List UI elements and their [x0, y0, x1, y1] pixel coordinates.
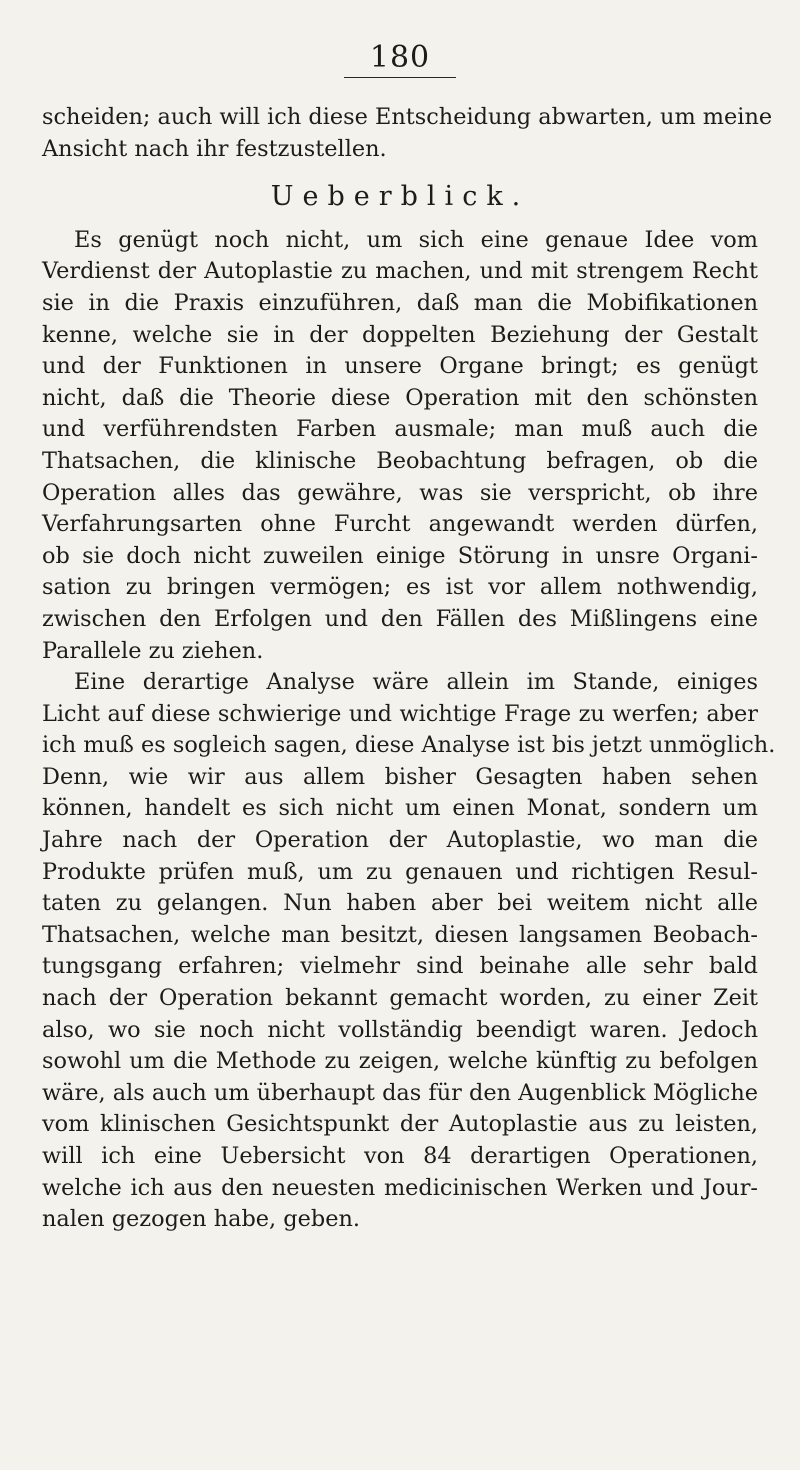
page-number: 180: [42, 40, 758, 78]
text-line: zwischen den Erfolgen und den Fällen des Mißlingens eine: [42, 605, 758, 632]
text-line: ob sie doch nicht zuweilen einige Störung in unsre Organi-: [42, 542, 758, 569]
text-line: vom klinischen Gesichtspunkt der Autoplastie aus zu leisten,: [42, 1111, 758, 1138]
text-line: nach der Operation bekannt gemacht worden, zu einer Zeit: [42, 985, 758, 1012]
section-heading: Ueberblick.: [270, 181, 530, 213]
text-line: Thatsachen, welche man besitzt, diesen langsamen Beobach-: [42, 921, 758, 948]
text-line: Denn, wie wir aus allem bisher Gesagten haben sehen: [42, 763, 758, 790]
text-line: taten zu gelangen. Nun haben aber bei weitem nicht alle: [42, 890, 758, 917]
text-line: sie in die Praxis einzuführen, daß man die Mobifikationen: [42, 289, 758, 316]
text-line: kenne, welche sie in der doppelten Beziehung der Gestalt: [42, 321, 758, 348]
body-text: [42, 102, 776, 1236]
paragraph-2: [42, 667, 776, 1236]
text-line: Parallele zu ziehen.: [42, 637, 264, 664]
text-line: Verdienst der Autoplastie zu machen, und mit strengem Recht: [42, 258, 758, 285]
text-line: Jahre nach der Operation der Autoplastie, wo man die: [42, 827, 758, 854]
text-line: ich muß es sogleich sagen, diese Analyse ist bis jetzt unmöglich.: [42, 732, 776, 759]
text-line: will ich eine Uebersicht von 84 derartigen Operationen,: [42, 1143, 758, 1169]
paragraph-1: [42, 225, 758, 667]
text-line: wäre, als auch um überhaupt das für den Augenblick Mögliche: [42, 1079, 758, 1106]
text-line: scheiden; auch will ich diese Entscheidung abwarten, um meine: [42, 104, 773, 130]
text-line: nalen gezogen habe, geben.: [42, 1206, 360, 1233]
text-line: Thatsachen, die klinische Beobachtung befragen, ob die: [42, 447, 758, 474]
text-line: also, wo sie noch nicht vollständig beendigt waren. Jedoch: [42, 1016, 758, 1043]
text-line: Operation alles das gewähre, was sie verspricht, ob ihre: [42, 479, 758, 506]
text-line: welche ich aus den neuesten medicinischen Werken und Jour-: [42, 1174, 758, 1201]
text-line: tungsgang erfahren; vielmehr sind beinahe alle sehr bald: [42, 953, 758, 980]
text-line: Licht auf diese schwierige und wichtige Frage zu werfen; aber: [42, 700, 758, 727]
text-line: Verfahrungsarten ohne Furcht angewandt werden dürfen,: [42, 511, 758, 538]
text-line: nicht, daß die Theorie diese Operation mit den schönsten: [42, 384, 758, 411]
text-line: sowohl um die Methode zu zeigen, welche künftig zu befolgen: [42, 1048, 758, 1075]
text-line: und verführendsten Farben ausmale; man muß auch die: [42, 416, 758, 443]
text-line: sation zu bringen vermögen; es ist vor allem nothwendig,: [42, 574, 758, 601]
text-line: Eine derartige Analyse wäre allein im Stande, einiges: [74, 669, 758, 696]
text-line: Ansicht nach ihr festzustellen.: [42, 135, 387, 162]
text-line: Es genügt noch nicht, um sich eine genaue Idee vom: [74, 226, 758, 253]
text-line: Produkte prüfen muß, um zu genauen und richtigen Resul-: [42, 858, 758, 885]
text-line: können, handelt es sich nicht um einen Monat, sondern um: [42, 795, 758, 822]
text-line: und der Funktionen in unsere Organe bringt; es genügt: [42, 353, 758, 380]
intro-paragraph: [42, 102, 773, 165]
